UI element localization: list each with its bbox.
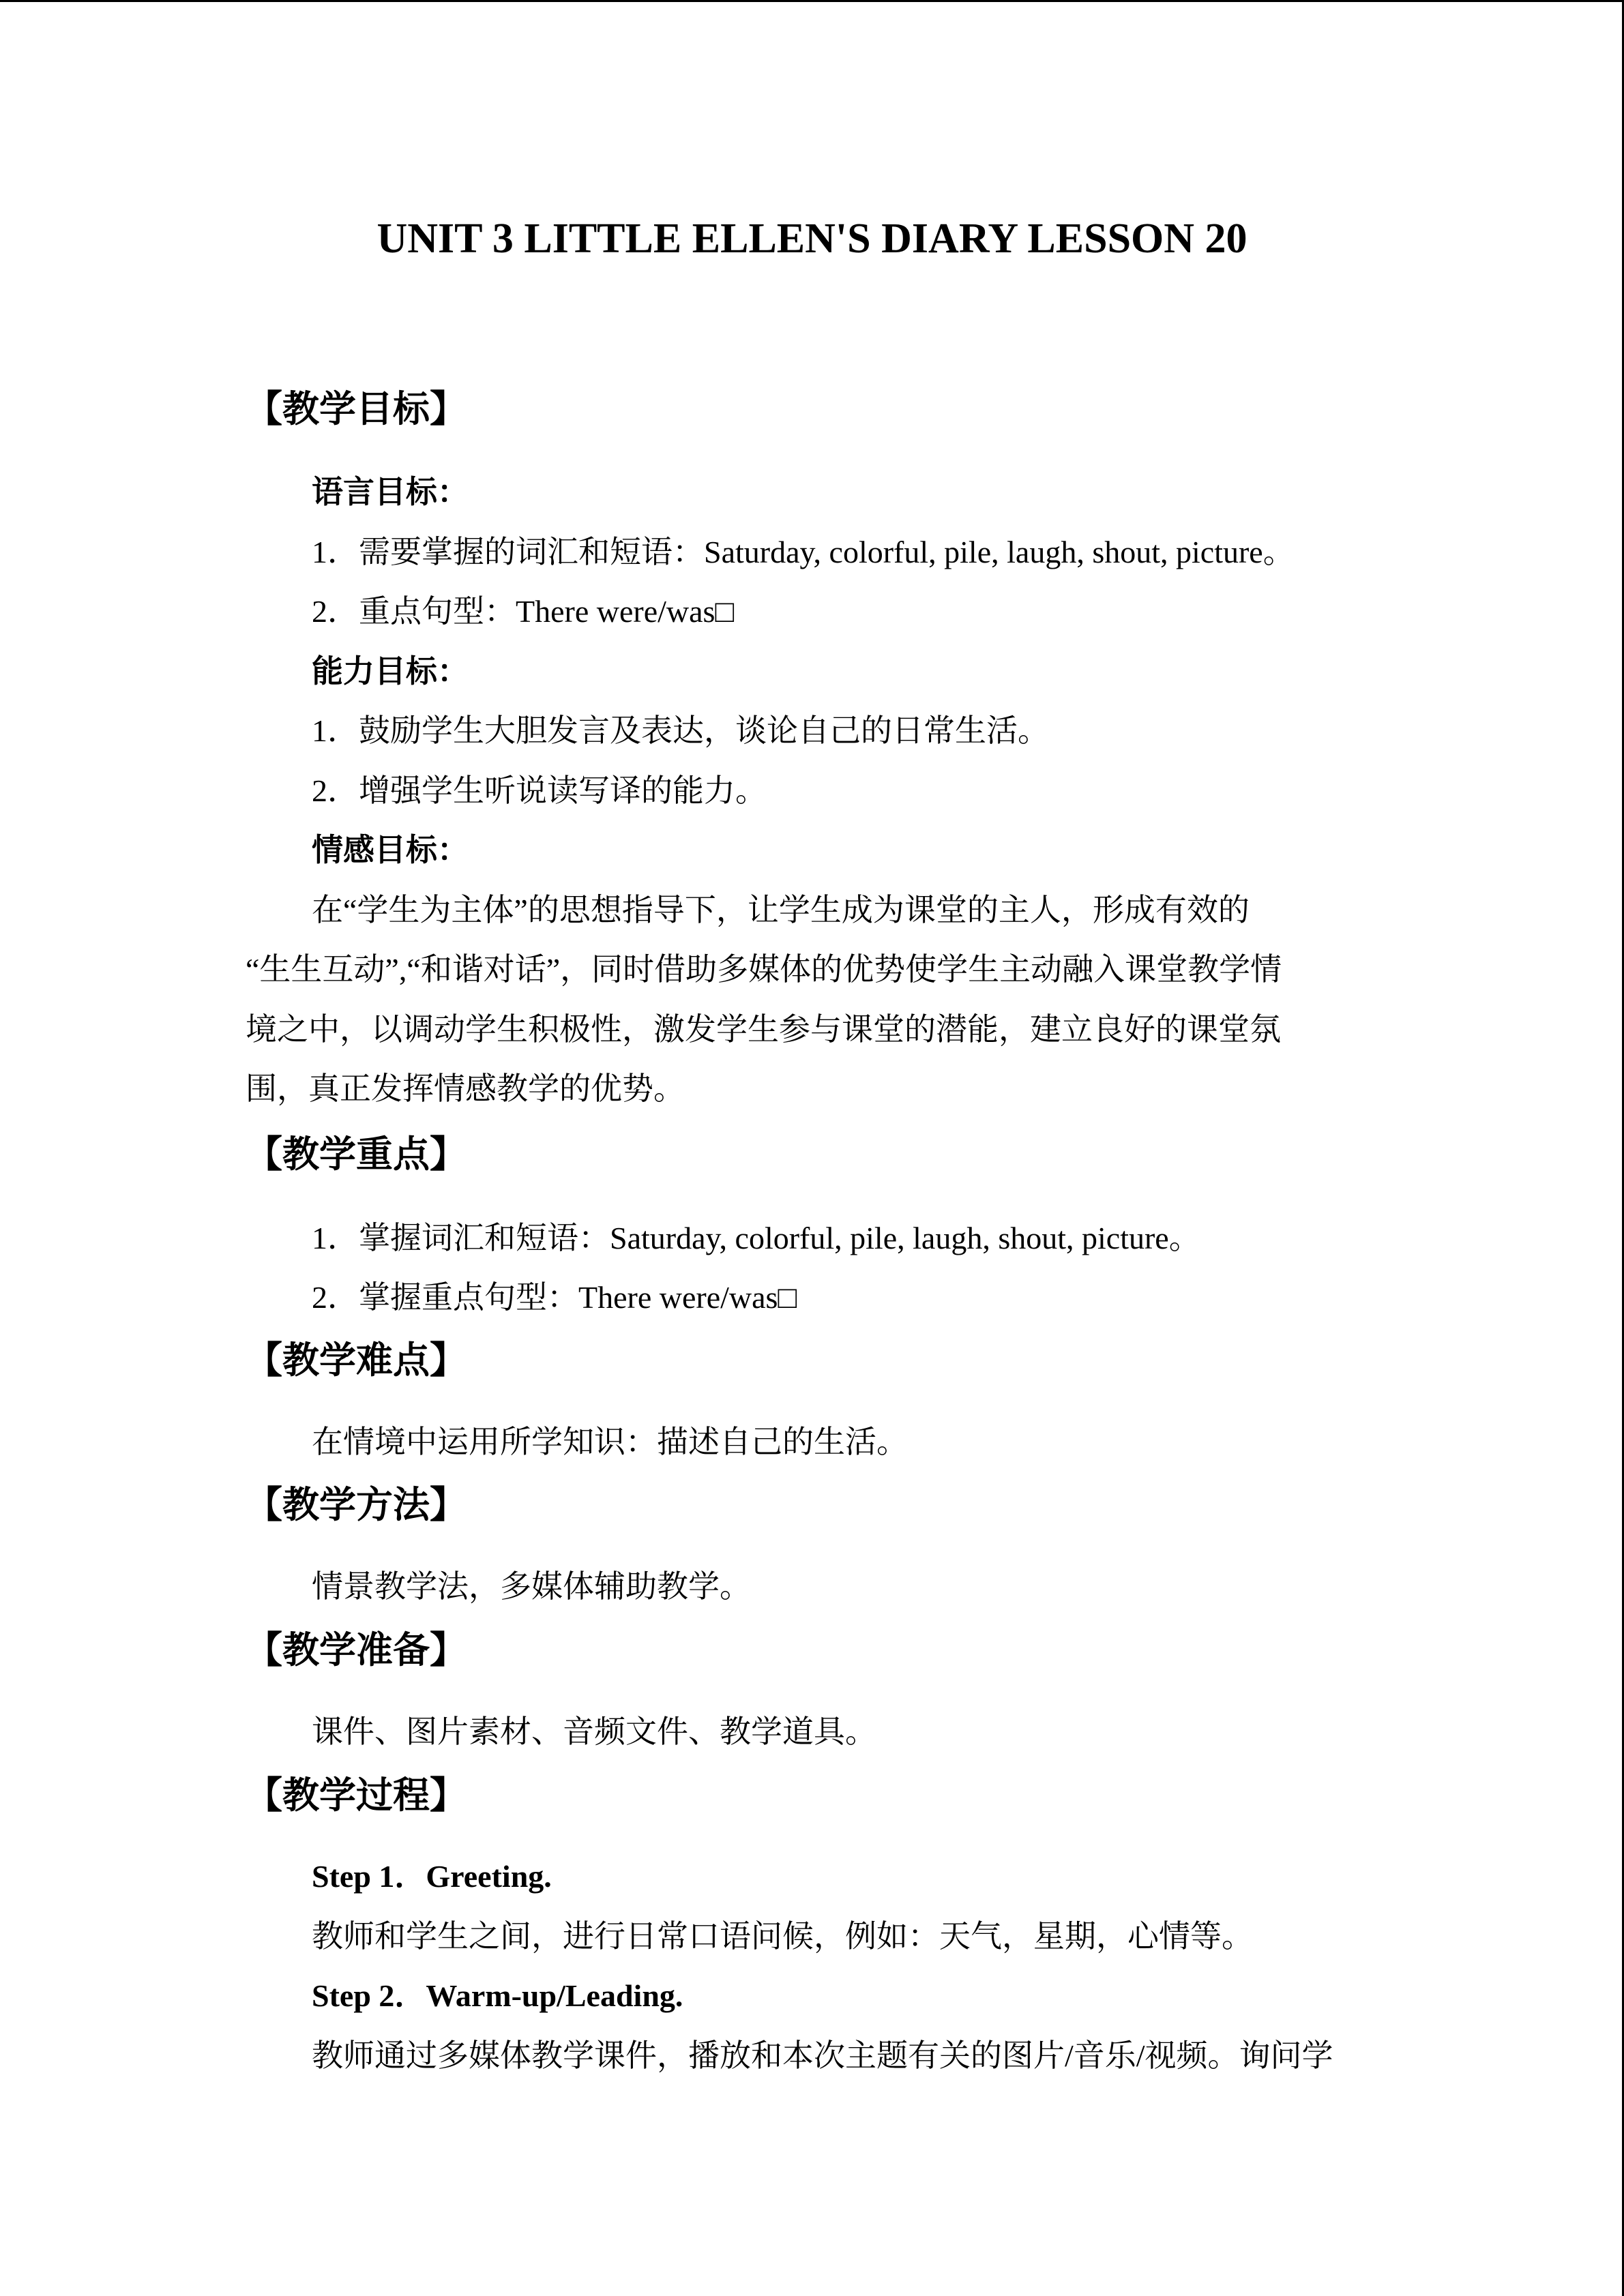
heading-key-points: 【教学重点】 [246, 1134, 467, 1175]
language-objective-item: 2．重点句型：There were/was□ [312, 594, 735, 629]
ability-objective-item: 1．鼓励学生大胆发言及表达，谈论自己的日常生活。 [312, 713, 1049, 748]
step-text: 教师通过多媒体教学课件，播放和本次主题有关的图片/音乐/视频。询问学 [312, 2038, 1333, 2073]
preparation-text: 课件、图片素材、音频文件、教学道具。 [312, 1714, 876, 1749]
document-title: UNIT 3 LITTLE ELLEN'S DIARY LESSON 20 [377, 215, 1247, 262]
emotion-paragraph-line: 围，真正发挥情感教学的优势。 [246, 1071, 685, 1106]
heading-objectives: 【教学目标】 [246, 389, 467, 430]
label-ability-objectives: 能力目标： [312, 654, 469, 689]
heading-methods: 【教学方法】 [246, 1485, 467, 1525]
step-title: Step 2．Warm-up/Leading. [312, 1978, 683, 2013]
heading-preparation: 【教学准备】 [246, 1630, 467, 1671]
label-language-objectives: 语言目标： [312, 475, 469, 509]
emotion-paragraph-line: 境之中，以调动学生积极性，激发学生参与课堂的潜能，建立良好的课堂氛 [246, 1012, 1281, 1047]
language-objective-item: 1．需要掌握的词汇和短语：Saturday, colorful, pile, laugh, shout, picture。 [312, 535, 1295, 569]
key-point-item: 1．掌握词汇和短语：Saturday, colorful, pile, laugh, shout, picture。 [312, 1221, 1200, 1255]
difficulties-text: 在情境中运用所学知识：描述自己的生活。 [312, 1425, 908, 1459]
top-border [0, 0, 1624, 2]
ability-objective-item: 2．增强学生听说读写译的能力。 [312, 773, 767, 808]
emotion-paragraph-line: 在“学生为主体”的思想指导下，让学生成为课堂的主人，形成有效的 [312, 893, 1250, 927]
label-emotion-objectives: 情感目标： [312, 833, 469, 867]
step-text: 教师和学生之间，进行日常口语问候，例如：天气，星期，心情等。 [312, 1919, 1253, 1954]
step-title: Step 1．Greeting. [312, 1859, 552, 1894]
methods-text: 情景教学法，多媒体辅助教学。 [312, 1569, 751, 1604]
heading-process: 【教学过程】 [246, 1775, 467, 1816]
key-point-item: 2．掌握重点句型：There were/was□ [312, 1280, 797, 1315]
emotion-paragraph-line: “生生互动”,“和谐对话”，同时借助多媒体的优势使学生主动融入课堂教学情 [246, 952, 1282, 987]
heading-difficulties: 【教学难点】 [246, 1340, 467, 1381]
